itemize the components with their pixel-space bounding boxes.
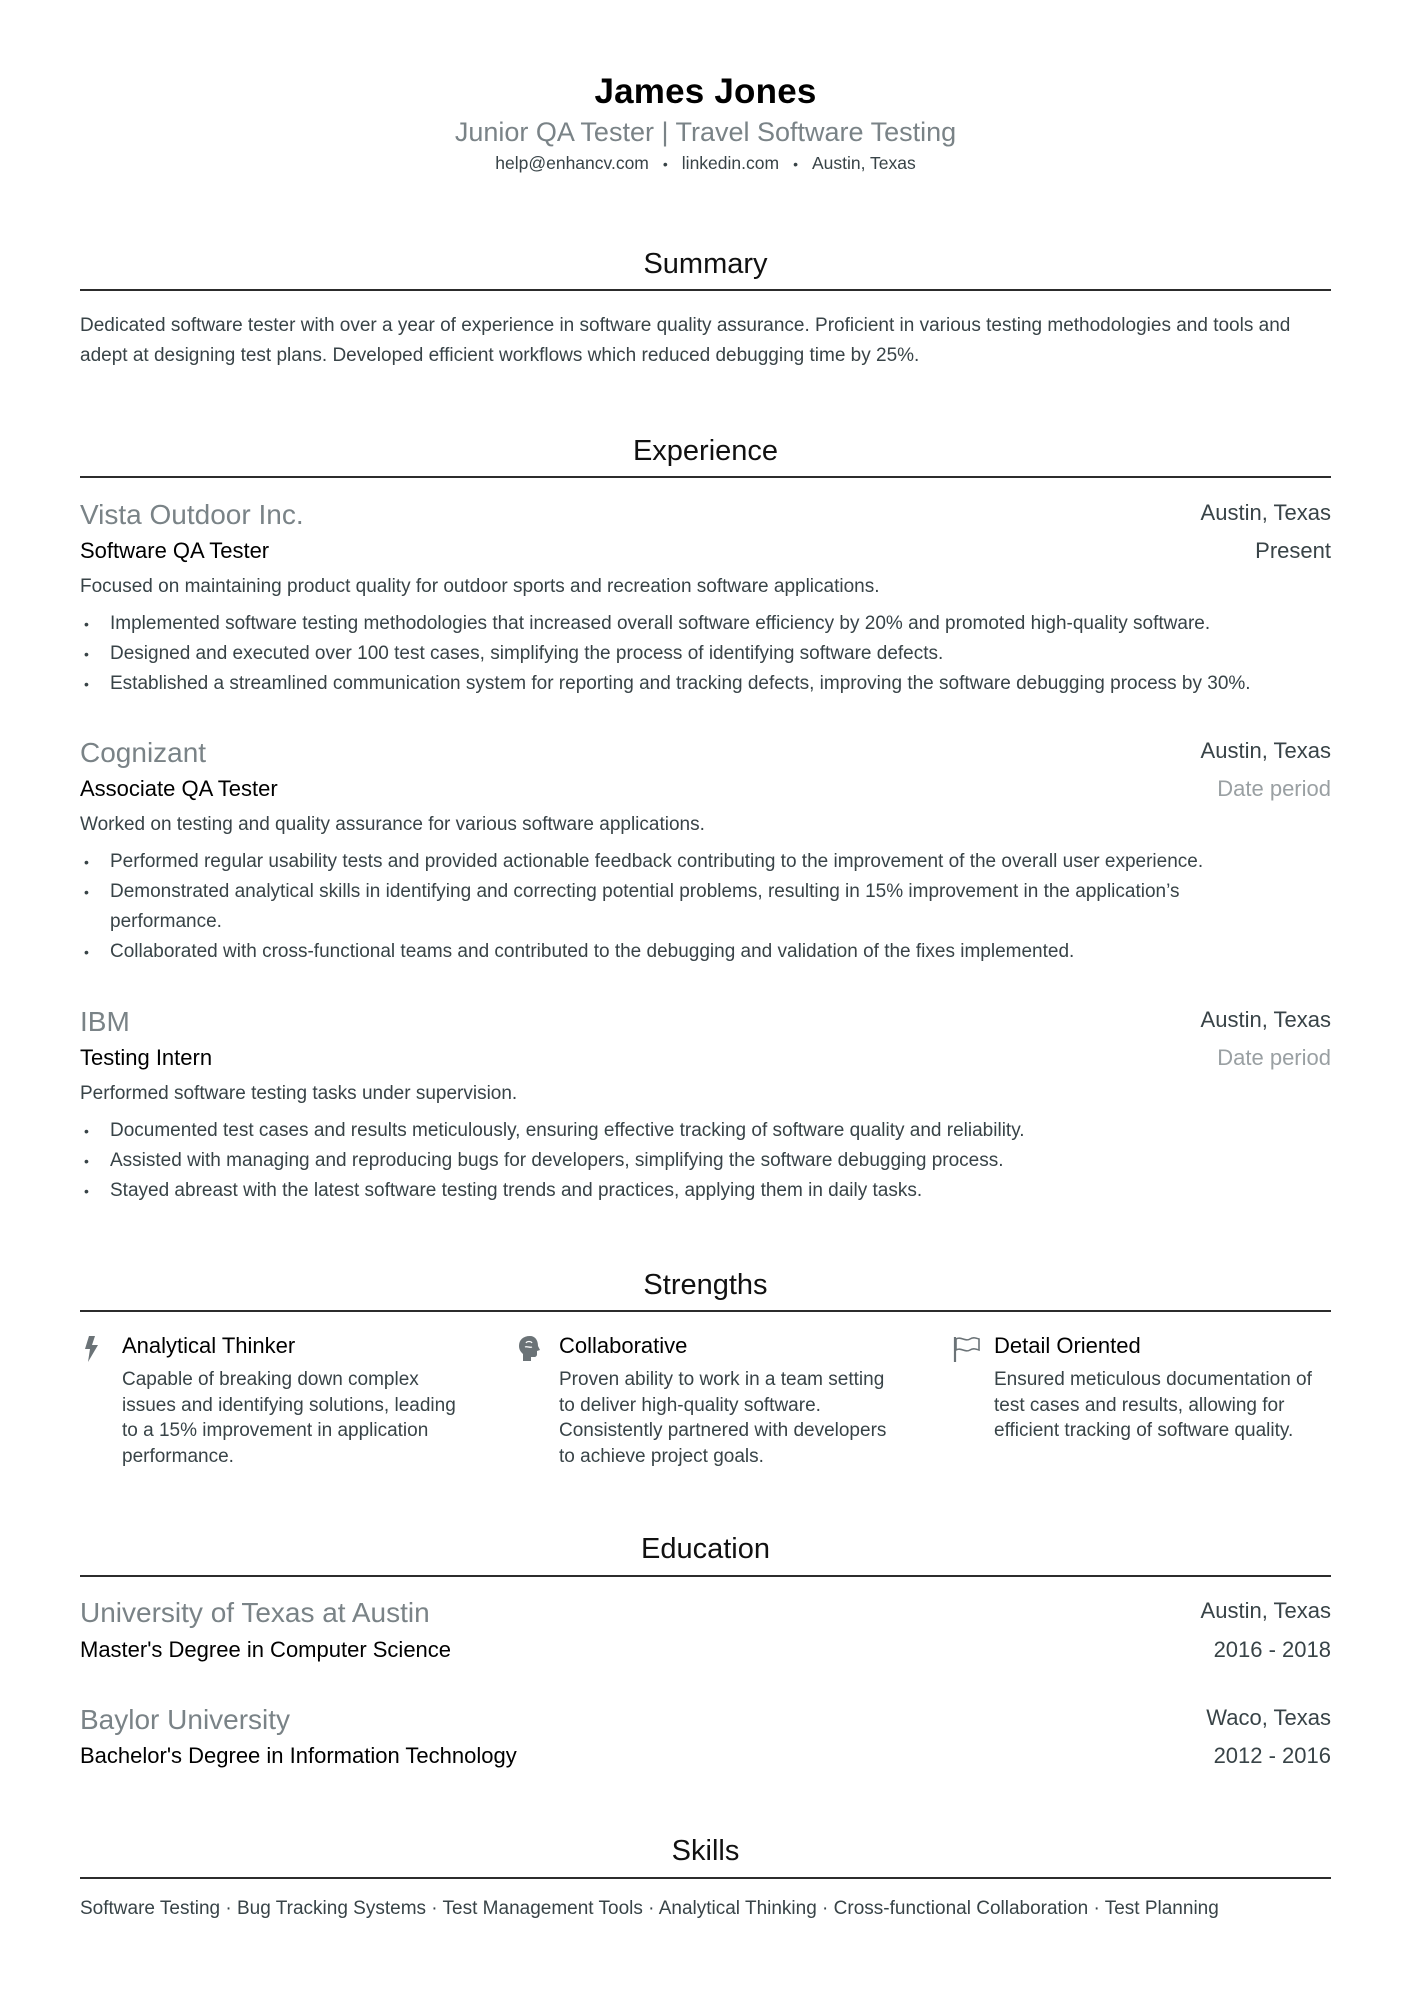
company-name: Vista Outdoor Inc.	[80, 499, 304, 530]
degree: Master's Degree in Computer Science	[80, 1637, 452, 1662]
flag-icon	[952, 1335, 978, 1361]
section-divider	[80, 1575, 1331, 1577]
job-role: Testing Intern	[80, 1045, 213, 1070]
job-bullet: • Established a streamlined communication system for reporting and tracking defects, improving the software debugging process by 30%.	[80, 669, 1331, 699]
job-location: Austin, Texas	[1200, 1007, 1331, 1032]
job-bullet: • Implemented software testing methodologies that increased overall software efficiency by 20% and promoted high-quality software.	[80, 609, 1331, 639]
section-title-skills: Skills	[671, 1835, 740, 1867]
school-name: Baylor University	[80, 1704, 291, 1735]
section-divider	[80, 289, 1331, 291]
job-date: Present	[1255, 538, 1331, 563]
job-bullets	[80, 1116, 1331, 1206]
job-bullet: • Documented test cases and results meticulously, ensuring effective tracking of software quality and reliability.	[80, 1116, 1331, 1146]
candidate-name: James Jones	[594, 72, 817, 111]
section-title-education: Education	[641, 1533, 770, 1565]
job-description: Performed software testing tasks under supervision.	[80, 1083, 518, 1104]
strength-title: Analytical Thinker	[122, 1333, 296, 1358]
job-bullet: • Performed regular usability tests and provided actionable feedback contributing to the improvement of the overall user experience.	[80, 847, 1331, 877]
section-title-experience: Experience	[632, 435, 779, 467]
job-date: Date period	[1217, 1045, 1331, 1070]
location: Austin, Texas	[811, 153, 916, 173]
school-location: Austin, Texas	[1200, 1598, 1331, 1623]
contact-line	[80, 153, 1331, 174]
email-link[interactable]: help@enhancv.com	[495, 153, 649, 173]
school-location: Waco, Texas	[1206, 1705, 1331, 1730]
job-bullet: • Assisted with managing and reproducing bugs for developers, simplifying the software debugging process.	[80, 1146, 1331, 1176]
job-description: Worked on testing and quality assurance for various software applications.	[80, 814, 705, 835]
lightning-bolt-icon	[80, 1335, 106, 1361]
degree: Bachelor's Degree in Information Technology	[80, 1743, 517, 1768]
strength-description: Ensured meticulous documentation of test cases and results, allowing for efficient tracking of software quality.	[994, 1369, 1312, 1441]
job-bullets	[80, 847, 1331, 967]
education-dates: 2016 - 2018	[1213, 1637, 1331, 1662]
strength-description: Capable of breaking down complex issues and identifying solutions, leading to a 15% improvement in application performance.	[122, 1369, 456, 1467]
separator: •	[793, 156, 798, 172]
company-name: IBM	[80, 1006, 130, 1037]
job-role: Software QA Tester	[80, 538, 270, 563]
section-title-summary: Summary	[643, 248, 768, 280]
strength-title: Detail Oriented	[994, 1333, 1141, 1358]
linkedin-link[interactable]: linkedin.com	[681, 153, 780, 173]
job-location: Austin, Texas	[1200, 500, 1331, 525]
job-location: Austin, Texas	[1200, 738, 1331, 763]
education-dates: 2012 - 2016	[1213, 1743, 1331, 1768]
school-name: University of Texas at Austin	[80, 1597, 430, 1628]
strength-description: Proven ability to work in a team setting to deliver high-quality software. Consistently partnered with developers to achieve project goals.	[559, 1369, 887, 1467]
job-bullet: • Designed and executed over 100 test cases, simplifying the process of identifying software defects.	[80, 639, 1331, 669]
brain-head-icon	[517, 1335, 543, 1361]
strength-title: Collaborative	[559, 1333, 688, 1358]
skills-list: Software Testing · Bug Tracking Systems · Test Management Tools · Analytical Thinking · Cross-functional Collaboration · Test Planning	[80, 1898, 1219, 1919]
job-date: Date period	[1217, 776, 1331, 801]
separator: •	[662, 156, 668, 172]
job-bullet: • Stayed abreast with the latest software testing trends and practices, applying them in daily tasks.	[80, 1176, 1331, 1206]
job-description: Focused on maintaining product quality for outdoor sports and recreation software applications.	[80, 576, 880, 597]
job-bullet: • Collaborated with cross-functional teams and contributed to the debugging and validation of the fixes implemented.	[80, 937, 1331, 967]
candidate-title: Junior QA Tester | Travel Software Testing	[454, 117, 957, 147]
section-divider	[80, 476, 1331, 478]
job-role: Associate QA Tester	[80, 776, 278, 801]
section-title-strengths: Strengths	[643, 1269, 768, 1301]
summary-text: Dedicated software tester with over a year of experience in software quality assurance. Proficient in various testing methodologies and tools and adept at designing test plans. Developed efficient workflows which reduced debugging time by 25%.	[80, 315, 1291, 366]
job-bullets	[80, 609, 1331, 699]
job-bullet: • Demonstrated analytical skills in identifying and correcting potential problems, resulting in 15% improvement in the application’s performance.	[80, 877, 1331, 937]
section-divider	[80, 1877, 1331, 1879]
section-divider	[80, 1310, 1331, 1312]
company-name: Cognizant	[80, 737, 207, 768]
